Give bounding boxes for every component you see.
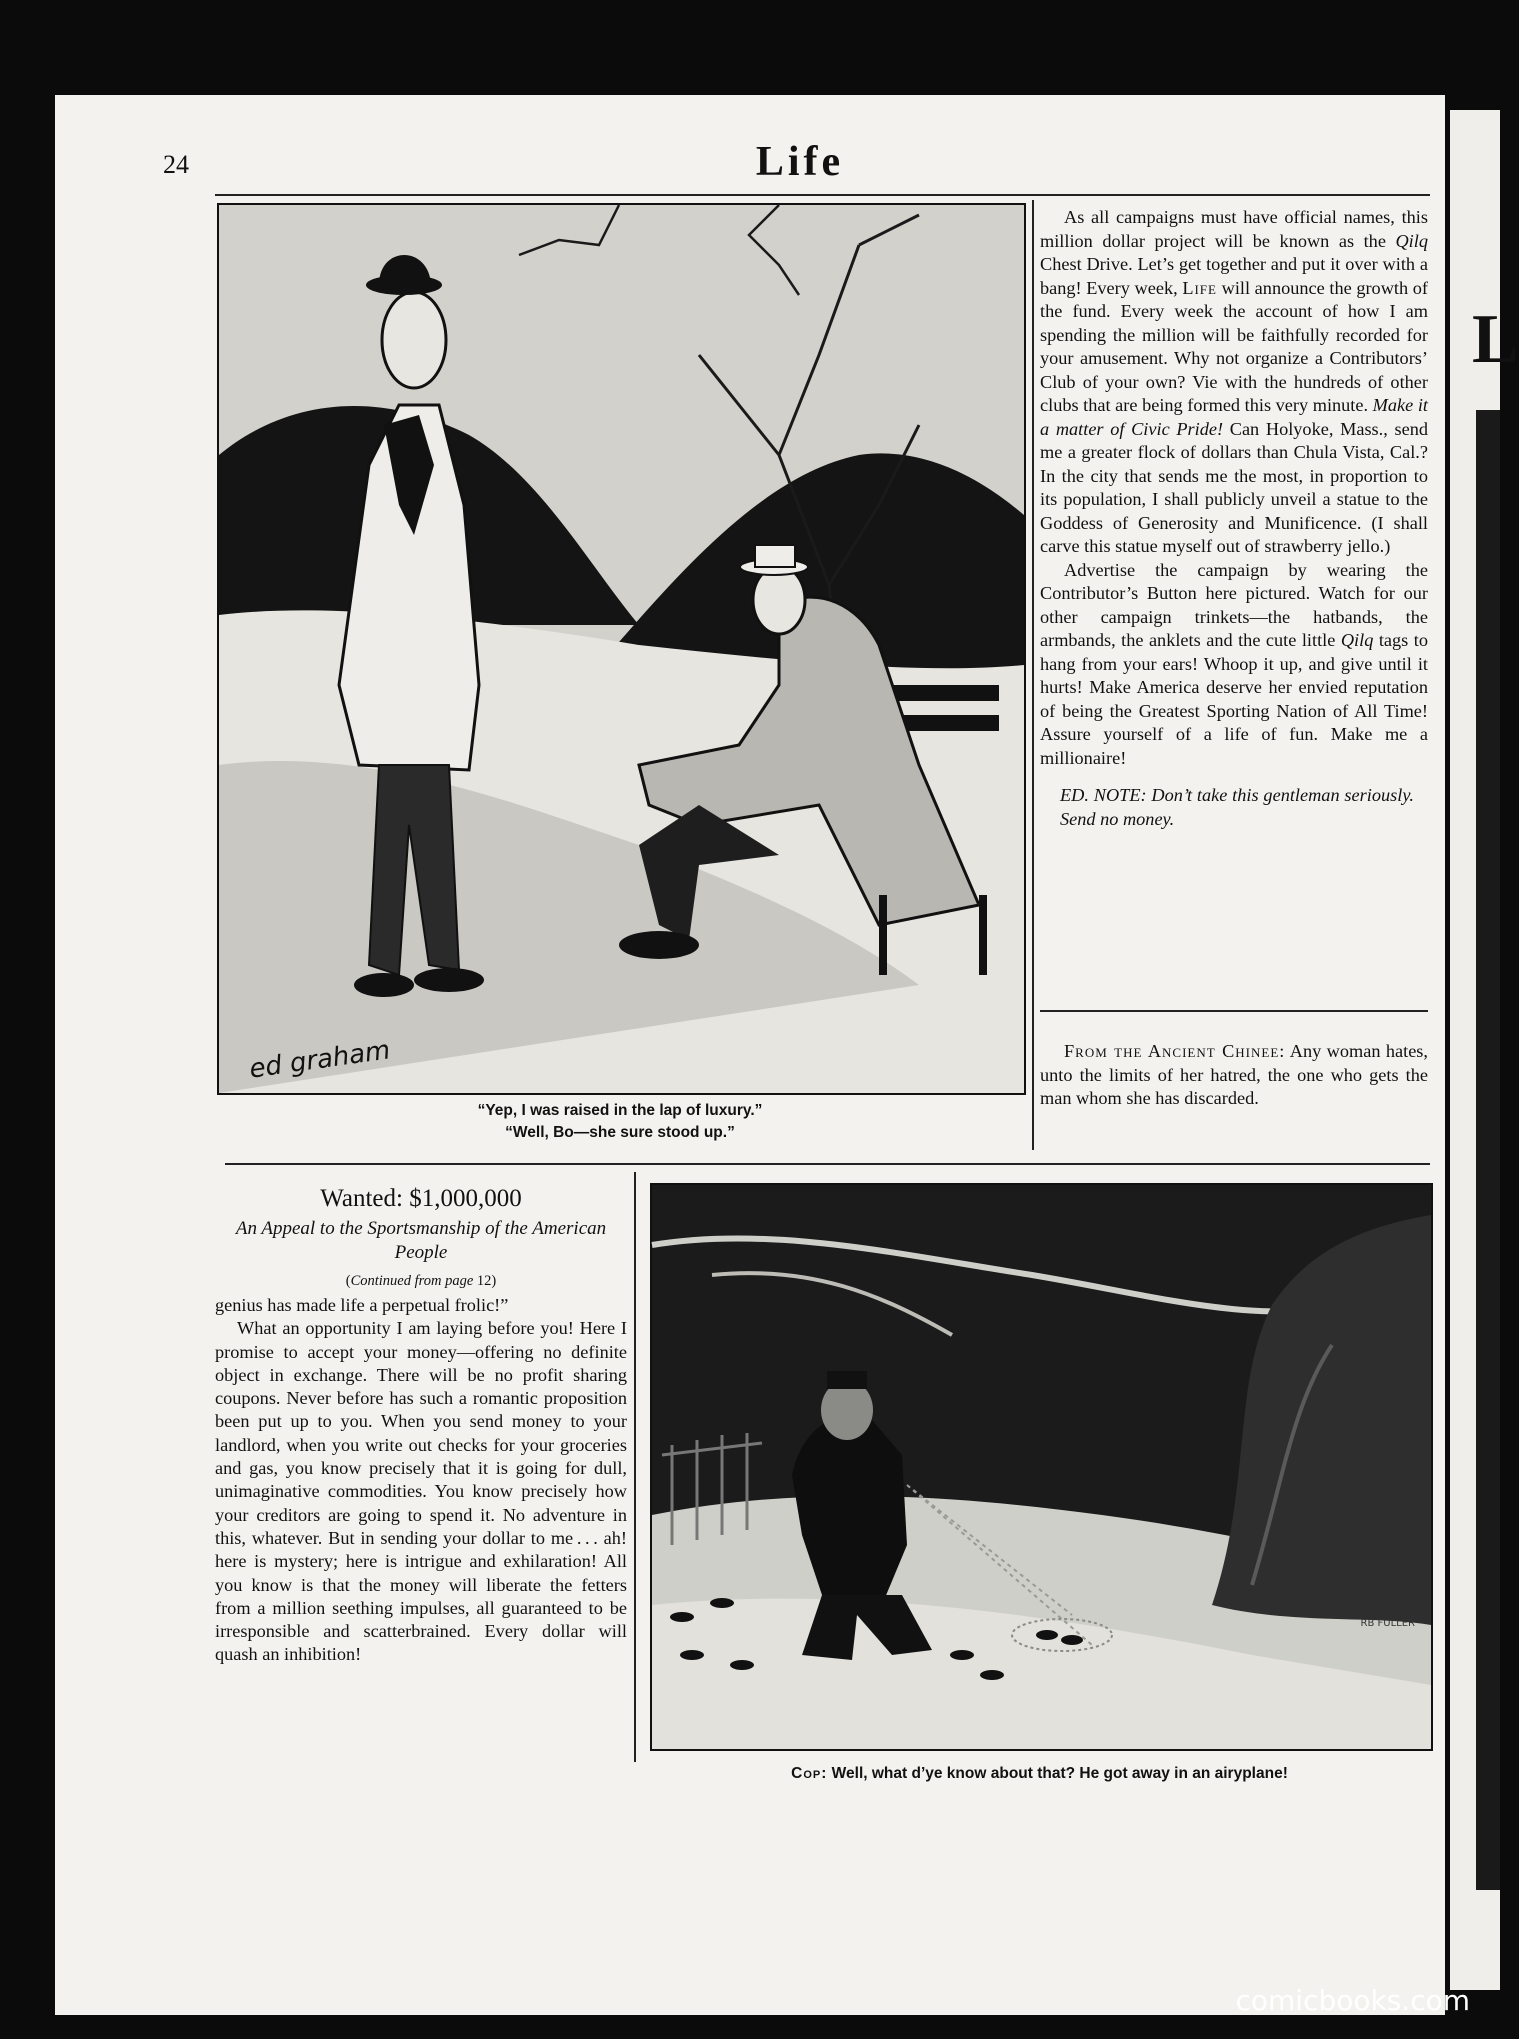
p2-text-b: tags to hang from your ears! Whoop it up, and give until it hurts! Make America deserve her envied reputation of being the Greatest Sporting Nation of All Time! Assure yourself of a life of fun. Make me a millionaire! bbox=[1040, 630, 1428, 768]
life-name: Life bbox=[1182, 277, 1217, 298]
campaign-column bbox=[1040, 206, 1428, 831]
artist-signature: ed graham bbox=[247, 1035, 393, 1085]
right-column-rule bbox=[1040, 1010, 1428, 1012]
campaign-paragraph-1 bbox=[1040, 206, 1428, 559]
campaign-paragraph-2 bbox=[1040, 559, 1428, 771]
caption-line-2: “Well, Bo—she sure stood up.” bbox=[505, 1124, 735, 1141]
article-paragraph-1: genius has made life a perpetual frolic!” bbox=[215, 1295, 509, 1315]
artist-signature-2: RB FULLER bbox=[1360, 1618, 1415, 1629]
continued-note bbox=[215, 1273, 627, 1290]
qilq-term: Qilq bbox=[1395, 230, 1428, 251]
p1-text-c: will announce the growth of the fund. Every week the account of how I am spending the million will be faithfully recorded for your amusement. Why not organize a Contributors’ Club of your own? Vie with the hundreds of other clubs that are being formed this very minute. bbox=[1040, 277, 1428, 415]
p1-text-d: Can Holyoke, Mass., send me a greater flock of dollars than Chula Vista, Cal.? In the city that sends me the most, in proportion to its population, I shall publicly unveil a statue to the Goddess of Generosity and Munificence. (I shall carve this statue myself out of strawberry jello.) bbox=[1040, 418, 1428, 556]
cartoon-luxury-drawing bbox=[219, 205, 1024, 1093]
cartoon-cop-illustration bbox=[650, 1183, 1433, 1751]
cartoon-cop-caption bbox=[650, 1765, 1429, 1783]
qilq-term-2: Qilq bbox=[1340, 630, 1374, 650]
header-rule bbox=[215, 194, 1430, 196]
cartoon-luxury-illustration bbox=[217, 203, 1026, 1095]
adjacent-page-edge bbox=[1450, 110, 1519, 1990]
adjacent-page-letter: L bbox=[1472, 301, 1519, 378]
cartoon-luxury-caption bbox=[300, 1100, 940, 1144]
ancient-text: Any woman hates, unto the limits of her hatred, the one who gets the man whom she has discarded. bbox=[1040, 1041, 1428, 1108]
article-paragraph-2: What an opportunity I am laying before you! Here I promise to accept your money—offering no definite object in exchange. There will be no profit sharing coupons. Never before has such a romantic proposition been put up to you. When you send money to your landlord, when you write out checks for your groceries and gas, you know precisely that it is going for dull, unimaginative commodities. You know precisely how your creditors are going to spend it. No adventure in this, whatever. But in sending your dollar to me . . . ah! here is mystery; here is intrigue and exhilaration! All you know is that the money will liberate the fetters from a million seething impulses, all guaranteed to be irresponsible and scatterbrained. Every dollar will quash an inhibition! bbox=[215, 1318, 627, 1665]
p2-text-a: Advertise the campaign by wearing the Contributor’s Button here pictured. Watch for our other campaign trinkets—the hatbands, the armbands, the anklets and the cute little bbox=[1040, 559, 1428, 650]
article-column bbox=[215, 1185, 627, 1667]
section-divider bbox=[225, 1163, 1430, 1165]
column-divider-bottom bbox=[634, 1172, 636, 1762]
site-watermark: comicbooks.com bbox=[1235, 1984, 1470, 2017]
column-divider-top bbox=[1032, 200, 1034, 1150]
civic-pride-phrase: Make it a matter of Civic Pride! bbox=[1040, 395, 1428, 439]
adjacent-page-illustration bbox=[1476, 410, 1500, 1890]
cartoon-cop-drawing bbox=[652, 1185, 1431, 1749]
caption-text: Well, what d’ye know about that? He got away in an airyplane! bbox=[827, 1765, 1288, 1782]
ancient-heading: From the Ancient Chinee: bbox=[1064, 1041, 1286, 1061]
continued-page: 12) bbox=[473, 1273, 497, 1289]
article-body bbox=[215, 1294, 627, 1667]
editor-note: ED. NOTE: Don’t take this gentleman seriously. Send no money. bbox=[1060, 785, 1414, 829]
ancient-chinee-paragraph bbox=[1040, 1040, 1428, 1111]
p1-text-b: Chest Drive. Let’s get together and put it over with a bang! Every week, bbox=[1040, 254, 1428, 298]
article-subtitle: An Appeal to the Sportsmanship of the American People bbox=[235, 1218, 607, 1263]
article-title: Wanted: $1,000,000 bbox=[320, 1185, 522, 1212]
masthead: Life bbox=[755, 139, 845, 185]
caption-speaker: Cop: bbox=[791, 1765, 828, 1782]
caption-line-1: “Yep, I was raised in the lap of luxury.” bbox=[477, 1102, 763, 1119]
continued-open: ( bbox=[345, 1273, 351, 1289]
page-number: 24 bbox=[163, 150, 189, 179]
p1-text-a: As all campaigns must have official names, this million dollar project will be known as the bbox=[1040, 207, 1428, 251]
continued-text: Continued from page bbox=[350, 1273, 474, 1289]
